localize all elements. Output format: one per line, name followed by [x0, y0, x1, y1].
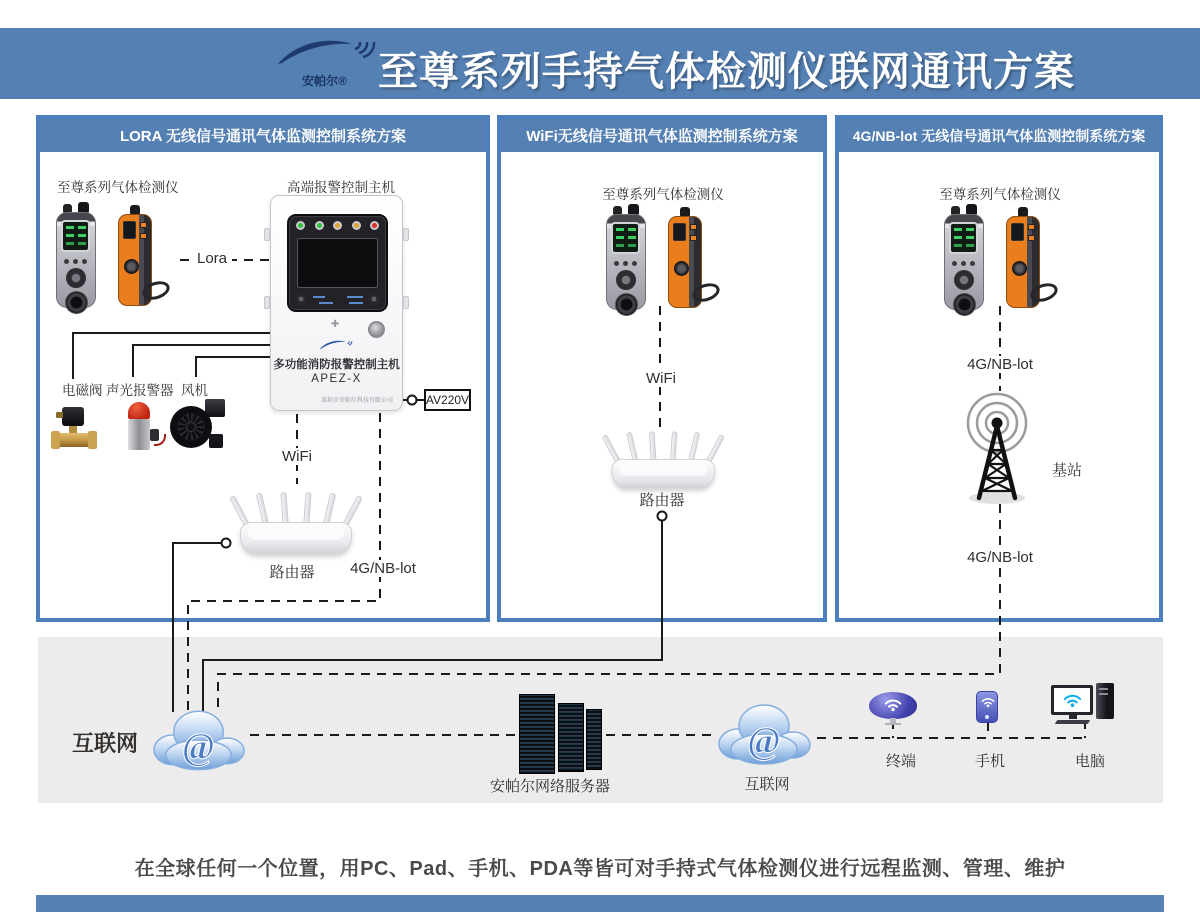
downlink-label-4g: 4G/NB-lot: [962, 549, 1038, 566]
footer-bar: [36, 895, 1164, 912]
wifi-label: WiFi: [641, 370, 681, 387]
internet-cloud2-icon: [714, 698, 814, 768]
gray-detector: [944, 206, 984, 310]
computer-label: 电脑: [1074, 753, 1106, 770]
brand-logo: [276, 36, 386, 92]
gas-detector-pair-4g: [944, 206, 1062, 310]
header-bar: [0, 28, 1200, 99]
host-name: 多功能消防报警控制主机: [273, 359, 400, 371]
terminal-label: 终端: [885, 753, 917, 770]
detectors-label-wifi: 至尊系列气体检测仪: [602, 187, 724, 202]
host-label: 高端报警控制主机: [287, 180, 395, 195]
wifi-icon: [1063, 692, 1082, 708]
uplink-label-4g: 4G/NB-lot: [962, 356, 1038, 373]
panel-4g-title: 4G/NB-lot 无线信号通讯气体监测控制系统方案: [839, 119, 1159, 152]
swoosh-logo-icon: [276, 36, 376, 72]
host-front-panel: [287, 214, 388, 312]
status-leds: [296, 221, 379, 230]
blower-fan: [170, 399, 228, 451]
computer-device: [1051, 683, 1117, 725]
sound-light-alarm: [124, 402, 164, 454]
detectors-label-lora: 至尊系列气体检测仪: [57, 180, 179, 195]
orange-detector: [668, 210, 724, 310]
gray-detector: [606, 206, 646, 310]
router-lora: [236, 484, 356, 554]
pc-tower: [1096, 683, 1114, 719]
gas-detector-pair-wifi: [606, 206, 724, 310]
panel-wifi-title: WiFi无线信号通讯气体监测控制系统方案: [501, 119, 823, 152]
wifi-label-lora: WiFi: [277, 448, 317, 465]
router-label-wifi: 路由器: [639, 492, 685, 509]
gray-detector: [56, 204, 96, 308]
alarm-control-host: [270, 195, 403, 411]
buzzer-knob: [368, 321, 385, 338]
panel-lora-title: LORA 无线信号通讯气体监测控制系统方案: [40, 119, 486, 152]
svg-text:@: @: [748, 720, 780, 762]
internet2-label: 互联网: [744, 776, 790, 793]
wifi-icon: [884, 697, 902, 712]
valve-label: 电磁阀: [62, 383, 103, 398]
host-logo-icon: [319, 339, 355, 352]
host-model: APEZ-X: [311, 373, 362, 385]
detectors-label-4g: 至尊系列气体检测仪: [939, 187, 1061, 202]
svg-text:@: @: [182, 725, 215, 768]
alarm-label: 声光报警器: [106, 383, 174, 398]
internet-cloud-icon: [149, 703, 248, 775]
cell-tower-icon: [930, 388, 1083, 506]
orange-detector: [118, 208, 174, 308]
network-server: [517, 694, 607, 780]
host-company: 深圳市安帕尔科技有限公司: [320, 398, 393, 404]
wifi-icon: [981, 696, 995, 708]
phone-label: 手机: [974, 753, 1006, 770]
router-wifi: [608, 424, 718, 488]
gas-detector-pair-lora: [56, 204, 174, 308]
monitor: [1051, 685, 1093, 715]
base-station-label: 基站: [1052, 462, 1083, 479]
router-label-lora: 路由器: [269, 564, 315, 581]
page-title: 至尊系列手持气体检测仪联网通讯方案: [378, 49, 1075, 94]
footer-caption: 在全球任何一个位置，用PC、Pad、手机、PDA等皆可对手持式气体检测仪进行远程监测、管理、维护: [134, 858, 1066, 880]
fan-label: 风机: [181, 383, 208, 398]
terminal-device: [869, 692, 917, 728]
cellular-label-lora: 4G/NB-lot: [345, 560, 421, 577]
power-label: AV220V: [424, 389, 471, 411]
brand-name: 安帕尔®: [302, 74, 347, 88]
phone-device: [976, 691, 998, 723]
host-screen: [297, 238, 378, 288]
solenoid-valve: [52, 404, 96, 452]
internet-label: 互联网: [72, 731, 139, 756]
server-label: 安帕尔网络服务器: [489, 778, 611, 795]
vent-icon: [331, 319, 339, 330]
orange-detector: [1006, 210, 1062, 310]
detector-screen: [61, 220, 90, 252]
lora-link-label: Lora: [192, 250, 232, 267]
